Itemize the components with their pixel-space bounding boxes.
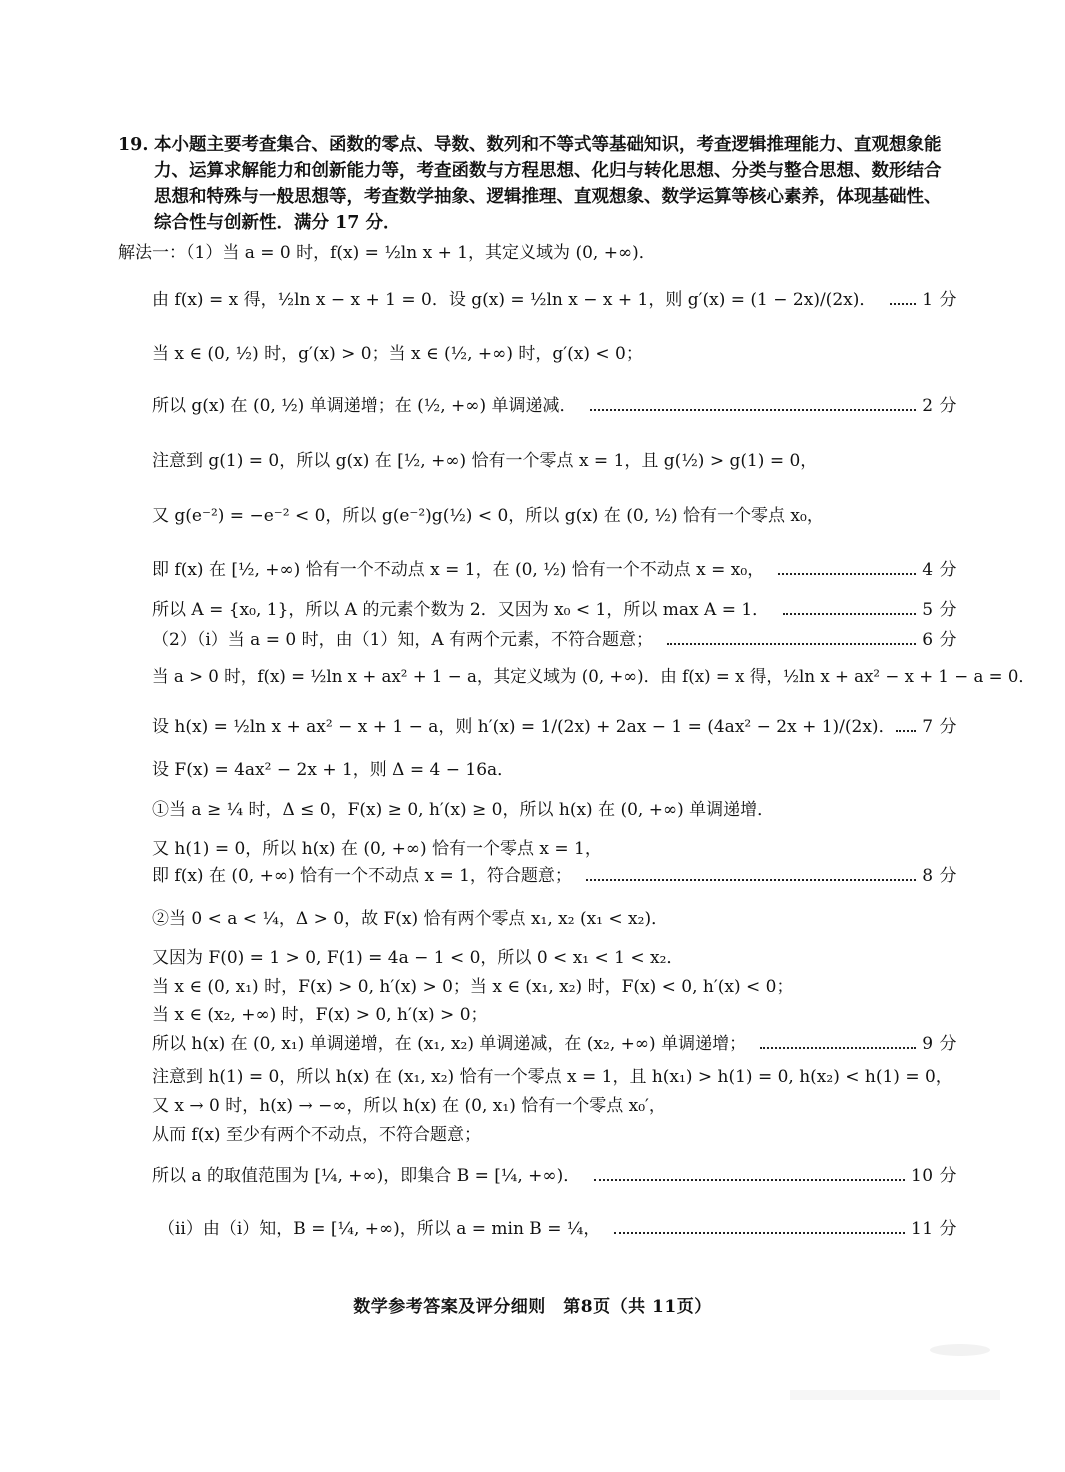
solution-line [0, 904, 1065, 934]
problem-description: 本小题主要考查集合、函数的零点、导数、数列和不等式等基础知识，考查逻辑推理能力、直观想象能力、运算求解能力和创新能力等，考查函数与方程思想、化归与转化思想、分类与整合思想、数形结合思想和特殊与一般思想等，考查数学抽象、逻辑推理、直观想象、数学运算等核心素养，体现基础性、综合性与创新性．满分 17 分． [154, 135, 942, 233]
solution-line [0, 943, 1065, 973]
solution-line [0, 834, 1065, 864]
line-text: （ii）由（i）知，B = [¼, +∞)，所以 a = min B = ¼， [158, 1219, 601, 1239]
line-text: ①当 a ≥ ¼ 时，Δ ≤ 0，F(x) ≥ 0, h′(x) ≥ 0，所以 h(x) 在 (0, +∞) 单调递增． [152, 800, 775, 820]
score-points: 10 分 [911, 1161, 957, 1191]
score-points: 6 分 [922, 625, 957, 655]
solution-line [0, 662, 1065, 692]
solution-line [0, 1091, 1065, 1121]
line-text: 从而 f(x) 至少有两个不动点，不符合题意； [152, 1125, 481, 1145]
line-text: （2）（i）当 a = 0 时，由（1）知，A 有两个元素，不符合题意； [152, 630, 654, 650]
solution-line [0, 238, 1065, 268]
score-points: 2 分 [922, 391, 957, 421]
solution-line [0, 555, 1065, 585]
line-text: 设 F(x) = 4ax² − 2x + 1，则 Δ = 4 − 16a． [152, 760, 515, 780]
line-text: 当 x ∈ (x₂, +∞) 时，F(x) > 0, h′(x) > 0； [152, 1005, 488, 1025]
line-text: 即 f(x) 在 (0, +∞) 恰有一个不动点 x = 1，符合题意； [152, 866, 572, 886]
line-text: ②当 0 < a < ¼，Δ > 0，故 F(x) 恰有两个零点 x₁, x₂ (x₁ < x₂)． [152, 909, 669, 929]
solution-line [0, 595, 1065, 625]
line-text: 由 f(x) = x 得，½ln x − x + 1 = 0．设 g(x) = ½ln x − x + 1，则 g′(x) = (1 − 2x)/(2x)． [152, 290, 877, 310]
line-text: 当 x ∈ (0, x₁) 时，F(x) > 0, h′(x) > 0；当 x ∈ (x₁, x₂) 时，F(x) < 0, h′(x) < 0； [152, 977, 794, 997]
solution-line [0, 391, 1065, 421]
problem-intro [118, 132, 958, 236]
faint-watermark-smudge [780, 1340, 1010, 1410]
problem-number: 19. [118, 135, 149, 155]
solution-line [0, 795, 1065, 825]
solution-line [0, 1000, 1065, 1030]
solution-line [0, 755, 1065, 785]
score-points: 5 分 [922, 595, 957, 625]
line-text: 设 h(x) = ½ln x + ax² − x + 1 − a，则 h′(x) = 1/(2x) + 2ax − 1 = (4ax² − 2x + 1)/(2x)． [152, 717, 896, 737]
line-text: 当 a > 0 时，f(x) = ½ln x + ax² + 1 − a，其定义域为 (0, +∞)．由 f(x) = x 得，½ln x + ax² − x + 1 − a = 0． [152, 667, 1036, 687]
line-text: 即 f(x) 在 [½, +∞) 恰有一个不动点 x = 1，在 (0, ½) 恰有一个不动点 x = x₀， [152, 560, 765, 580]
line-text: 又因为 F(0) = 1 > 0, F(1) = 4a − 1 < 0，所以 0 < x₁ < 1 < x₂． [152, 948, 684, 968]
solution-line [0, 1161, 1065, 1191]
solution-line [0, 1214, 1065, 1244]
line-text: 又 h(1) = 0，所以 h(x) 在 (0, +∞) 恰有一个零点 x = 1， [152, 839, 602, 859]
line-text: 所以 a 的取值范围为 [¼, +∞)，即集合 B = [¼, +∞)． [152, 1166, 581, 1186]
solution-line [0, 625, 1065, 655]
page-footer: 数学参考答案及评分细则 第8页（共 11页） [353, 1297, 712, 1317]
solution-line [0, 446, 1065, 476]
solution-line [0, 1062, 1065, 1092]
score-points: 4 分 [922, 555, 957, 585]
solution-line [0, 501, 1065, 531]
solution-line [0, 972, 1065, 1002]
solution-line [0, 285, 1065, 315]
line-text: 又 x → 0 时，h(x) → −∞，所以 h(x) 在 (0, x₁) 恰有一个零点 x₀′， [152, 1096, 666, 1116]
line-text: 当 x ∈ (0, ½) 时，g′(x) > 0；当 x ∈ (½, +∞) 时，g′(x) < 0； [152, 344, 643, 364]
solution-line [0, 1029, 1065, 1059]
score-points: 1 分 [922, 285, 957, 315]
solution-line [0, 1120, 1065, 1150]
line-text: 注意到 h(1) = 0，所以 h(x) 在 (x₁, x₂) 恰有一个零点 x = 1，且 h(x₁) > h(1) = 0, h(x₂) < h(1) = 0， [152, 1067, 953, 1087]
line-text: 又 g(e⁻²) = −e⁻² < 0，所以 g(e⁻²)g(½) < 0，所以 g(x) 在 (0, ½) 恰有一个零点 x₀， [152, 506, 824, 526]
solution-line [0, 712, 1065, 742]
solution-line [0, 861, 1065, 891]
solution-line [0, 339, 1065, 369]
score-points: 9 分 [922, 1029, 957, 1059]
score-points: 7 分 [922, 712, 957, 742]
score-points: 11 分 [911, 1214, 957, 1244]
line-text: 所以 h(x) 在 (0, x₁) 单调递增，在 (x₁, x₂) 单调递减，在 (x₂, +∞) 单调递增； [152, 1034, 747, 1054]
line-text: 所以 A = {x₀, 1}，所以 A 的元素个数为 2．又因为 x₀ < 1，所以 max A = 1． [152, 600, 770, 620]
line-text: 解法一：（1）当 a = 0 时，f(x) = ½ln x + 1，其定义域为 (0, +∞)． [118, 243, 656, 263]
score-points: 8 分 [922, 861, 957, 891]
line-text: 注意到 g(1) = 0，所以 g(x) 在 [½, +∞) 恰有一个零点 x = 1，且 g(½) > g(1) = 0， [152, 451, 818, 471]
line-text: 所以 g(x) 在 (0, ½) 单调递增；在 (½, +∞) 单调递减． [152, 396, 577, 416]
